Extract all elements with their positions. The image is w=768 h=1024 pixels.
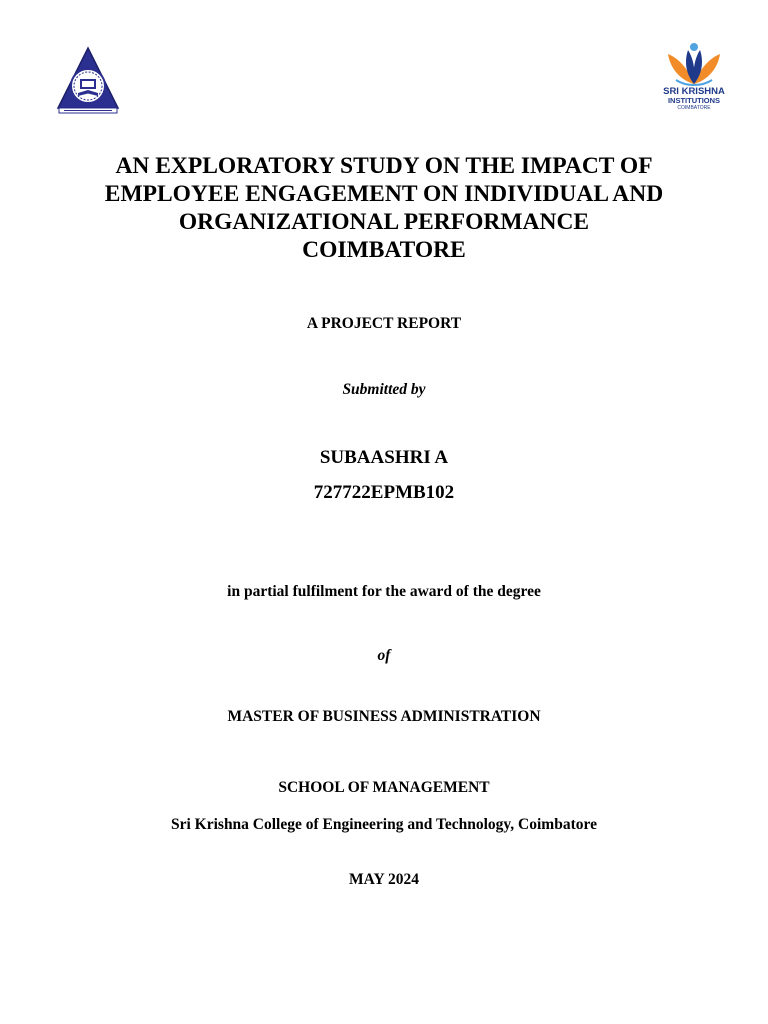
submitted-by-label: Submitted by xyxy=(342,381,426,398)
degree-name: MASTER OF BUSINESS ADMINISTRATION xyxy=(227,708,541,725)
student-id: 727722EPMB102 xyxy=(313,482,455,503)
logo-text-line3: COIMBATORE xyxy=(677,105,711,111)
student-name: SUBAASHRI A xyxy=(319,447,449,468)
title-line: COIMBATORE xyxy=(302,237,466,263)
submission-date: MAY 2024 xyxy=(349,871,419,888)
report-title xyxy=(0,152,768,264)
college-name: Sri Krishna College of Engineering and Technology, Coimbatore xyxy=(170,816,597,833)
report-type: A PROJECT REPORT xyxy=(306,315,462,332)
title-line: ORGANIZATIONAL PERFORMANCE xyxy=(178,209,590,235)
logo-text-line2: INSTITUTIONS xyxy=(667,96,721,105)
sri-krishna-lotus-icon xyxy=(650,40,738,86)
logo-text-line1: SRI KRISHNA xyxy=(663,86,725,97)
of-text: of xyxy=(377,647,391,664)
title-line: AN EXPLORATORY STUDY ON THE IMPACT OF xyxy=(115,153,653,179)
school-name: SCHOOL OF MANAGEMENT xyxy=(278,779,490,796)
institution-seal-logo xyxy=(56,46,120,114)
sri-krishna-logo xyxy=(650,40,738,116)
title-line: EMPLOYEE ENGAGEMENT ON INDIVIDUAL AND xyxy=(104,181,664,207)
institution-seal-icon xyxy=(56,46,120,114)
partial-fulfilment-text: in partial fulfilment for the award of the degree xyxy=(227,583,541,600)
